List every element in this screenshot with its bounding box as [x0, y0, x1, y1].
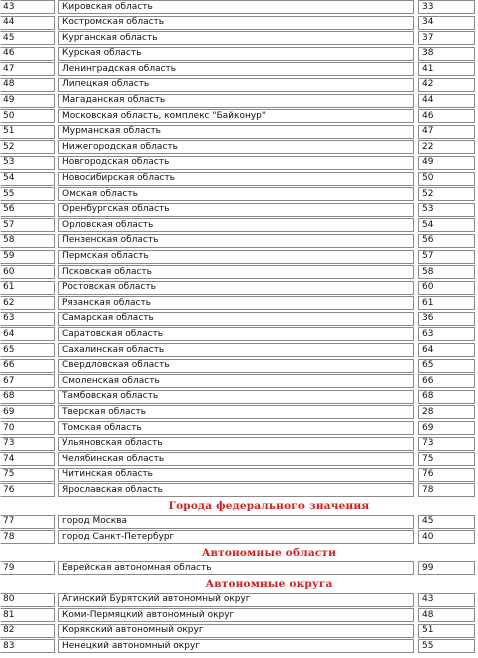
region-name-cell: Кировская область	[58, 0, 414, 14]
section-heading-text: Автономные области	[201, 546, 337, 559]
row-number-cell: 51	[0, 125, 55, 139]
region-code-cell: 37	[418, 31, 475, 45]
row-number-cell: 66	[0, 359, 55, 373]
region-code-cell: 56	[418, 234, 475, 248]
region-code-cell: 51	[418, 624, 475, 638]
region-name-cell: Омская область	[58, 187, 414, 201]
row-number-cell: 50	[0, 109, 55, 123]
region-name-cell: Саратовская область	[58, 327, 414, 341]
region-name-cell: Смоленская область	[58, 374, 414, 388]
region-code-cell: 53	[418, 203, 475, 217]
table-row	[0, 61, 478, 77]
table-row	[0, 249, 478, 265]
region-code-cell: 44	[418, 94, 475, 108]
table-row	[0, 186, 478, 202]
row-number-cell: 82	[0, 624, 55, 638]
region-code-cell: 52	[418, 187, 475, 201]
table-row	[0, 0, 478, 15]
region-name-cell: Пензенская область	[58, 234, 414, 248]
region-code-cell: 57	[418, 250, 475, 264]
table-row	[0, 467, 478, 483]
row-number-cell: 63	[0, 312, 55, 326]
region-code-cell: 73	[418, 437, 475, 451]
region-name-cell: Ленинградская область	[58, 62, 414, 76]
table-row	[0, 389, 478, 405]
row-number-cell: 57	[0, 218, 55, 232]
region-code-cell: 50	[418, 172, 475, 186]
region-name-cell: Мурманская область	[58, 125, 414, 139]
row-number-cell: 52	[0, 140, 55, 154]
region-code-cell: 45	[418, 515, 475, 529]
region-name-cell: Оренбургская область	[58, 203, 414, 217]
region-name-cell: Ненецкий автономный округ	[58, 639, 414, 653]
table-row	[0, 436, 478, 452]
region-code-cell: 64	[418, 343, 475, 357]
region-code-cell: 54	[418, 218, 475, 232]
table-row	[0, 108, 478, 124]
region-name-cell: Коми-Пермяцкий автономный округ	[58, 608, 414, 622]
region-name-cell: Рязанская область	[58, 296, 414, 310]
region-name-cell: Пермская область	[58, 250, 414, 264]
region-code-cell: 63	[418, 327, 475, 341]
region-code-cell: 33	[418, 0, 475, 14]
table-row	[0, 311, 478, 327]
table-row	[0, 46, 478, 62]
table-row	[0, 280, 478, 296]
region-code-cell: 78	[418, 483, 475, 497]
region-name-cell: город Москва	[58, 515, 414, 529]
table-row	[0, 623, 478, 639]
table-row	[0, 295, 478, 311]
table-row	[0, 124, 478, 140]
row-number-cell: 43	[0, 0, 55, 14]
row-number-cell: 79	[0, 561, 55, 575]
table-row	[0, 217, 478, 233]
row-number-cell: 47	[0, 62, 55, 76]
table-row	[0, 264, 478, 280]
region-code-cell: 22	[418, 140, 475, 154]
region-name-cell: Ярославская область	[58, 483, 414, 497]
region-code-cell: 46	[418, 109, 475, 123]
region-code-cell: 61	[418, 296, 475, 310]
row-number-cell: 74	[0, 452, 55, 466]
table-row	[0, 529, 478, 545]
row-number-cell: 44	[0, 16, 55, 30]
region-code-cell: 47	[418, 125, 475, 139]
table-row	[0, 30, 478, 46]
table-row	[0, 202, 478, 218]
table-row	[0, 139, 478, 155]
section-heading	[0, 498, 478, 514]
row-number-cell: 54	[0, 172, 55, 186]
region-name-cell: Сахалинская область	[58, 343, 414, 357]
region-name-cell: Московская область, комплекс "Байконур"	[58, 109, 414, 123]
row-number-cell: 64	[0, 327, 55, 341]
region-name-cell: Читинская область	[58, 468, 414, 482]
row-number-cell: 70	[0, 421, 55, 435]
section-heading-text: Города федерального значения	[168, 499, 370, 512]
table-row	[0, 155, 478, 171]
table-row	[0, 326, 478, 342]
region-name-cell: Еврейская автономная область	[58, 561, 414, 575]
table-row	[0, 342, 478, 358]
table-row	[0, 93, 478, 109]
table-row	[0, 514, 478, 530]
region-code-cell: 41	[418, 62, 475, 76]
table-row	[0, 592, 478, 608]
region-code-cell: 76	[418, 468, 475, 482]
row-number-cell: 65	[0, 343, 55, 357]
row-number-cell: 67	[0, 374, 55, 388]
row-number-cell: 55	[0, 187, 55, 201]
row-number-cell: 53	[0, 156, 55, 170]
region-code-cell: 75	[418, 452, 475, 466]
row-number-cell: 73	[0, 437, 55, 451]
row-number-cell: 78	[0, 530, 55, 544]
region-name-cell: Костромская область	[58, 16, 414, 30]
row-number-cell: 58	[0, 234, 55, 248]
section-heading	[0, 545, 478, 561]
region-name-cell: Тверская область	[58, 405, 414, 419]
table-row	[0, 358, 478, 374]
row-number-cell: 46	[0, 47, 55, 61]
region-name-cell: Липецкая область	[58, 78, 414, 92]
row-number-cell: 68	[0, 390, 55, 404]
row-number-cell: 80	[0, 593, 55, 607]
region-name-cell: Курганская область	[58, 31, 414, 45]
region-code-cell: 58	[418, 265, 475, 279]
table-row	[0, 420, 478, 436]
section-heading-text: Автономные округа	[205, 577, 333, 590]
region-name-cell: Магаданская область	[58, 94, 414, 108]
row-number-cell: 75	[0, 468, 55, 482]
table-row	[0, 373, 478, 389]
row-number-cell: 69	[0, 405, 55, 419]
region-name-cell: Курская область	[58, 47, 414, 61]
region-code-cell: 99	[418, 561, 475, 575]
region-name-cell: Свердловская область	[58, 359, 414, 373]
region-code-cell: 40	[418, 530, 475, 544]
region-name-cell: Ульяновская область	[58, 437, 414, 451]
region-code-cell: 49	[418, 156, 475, 170]
row-number-cell: 76	[0, 483, 55, 497]
table-row	[0, 15, 478, 31]
region-name-cell: Тамбовская область	[58, 390, 414, 404]
region-name-cell: Агинский Бурятский автономный округ	[58, 593, 414, 607]
table-row	[0, 482, 478, 498]
region-code-cell: 38	[418, 47, 475, 61]
row-number-cell: 56	[0, 203, 55, 217]
table-row	[0, 638, 478, 654]
row-number-cell: 62	[0, 296, 55, 310]
region-name-cell: Ростовская область	[58, 281, 414, 295]
table-row	[0, 404, 478, 420]
region-name-cell: Томская область	[58, 421, 414, 435]
row-number-cell: 59	[0, 250, 55, 264]
region-code-cell: 65	[418, 359, 475, 373]
row-number-cell: 45	[0, 31, 55, 45]
region-code-cell: 36	[418, 312, 475, 326]
table-row	[0, 607, 478, 623]
region-code-cell: 60	[418, 281, 475, 295]
region-name-cell: Псковская область	[58, 265, 414, 279]
row-number-cell: 48	[0, 78, 55, 92]
region-code-cell: 69	[418, 421, 475, 435]
region-code-cell: 28	[418, 405, 475, 419]
region-name-cell: Орловская область	[58, 218, 414, 232]
region-code-cell: 55	[418, 639, 475, 653]
region-name-cell: Корякский автономный округ	[58, 624, 414, 638]
section-heading	[0, 576, 478, 592]
row-number-cell: 83	[0, 639, 55, 653]
region-code-cell: 68	[418, 390, 475, 404]
table-row	[0, 171, 478, 187]
region-code-cell: 34	[418, 16, 475, 30]
region-name-cell: Нижегородская область	[58, 140, 414, 154]
row-number-cell: 81	[0, 608, 55, 622]
region-name-cell: город Санкт-Петербург	[58, 530, 414, 544]
table-row	[0, 560, 478, 576]
row-number-cell: 77	[0, 515, 55, 529]
table-row	[0, 77, 478, 93]
table-row	[0, 233, 478, 249]
row-number-cell: 49	[0, 94, 55, 108]
table-row	[0, 451, 478, 467]
region-name-cell: Челябинская область	[58, 452, 414, 466]
region-code-cell: 66	[418, 374, 475, 388]
region-code-cell: 48	[418, 608, 475, 622]
region-code-cell: 43	[418, 593, 475, 607]
region-name-cell: Самарская область	[58, 312, 414, 326]
region-name-cell: Новосибирская область	[58, 172, 414, 186]
region-code-cell: 42	[418, 78, 475, 92]
row-number-cell: 60	[0, 265, 55, 279]
region-name-cell: Новгородская область	[58, 156, 414, 170]
row-number-cell: 61	[0, 281, 55, 295]
